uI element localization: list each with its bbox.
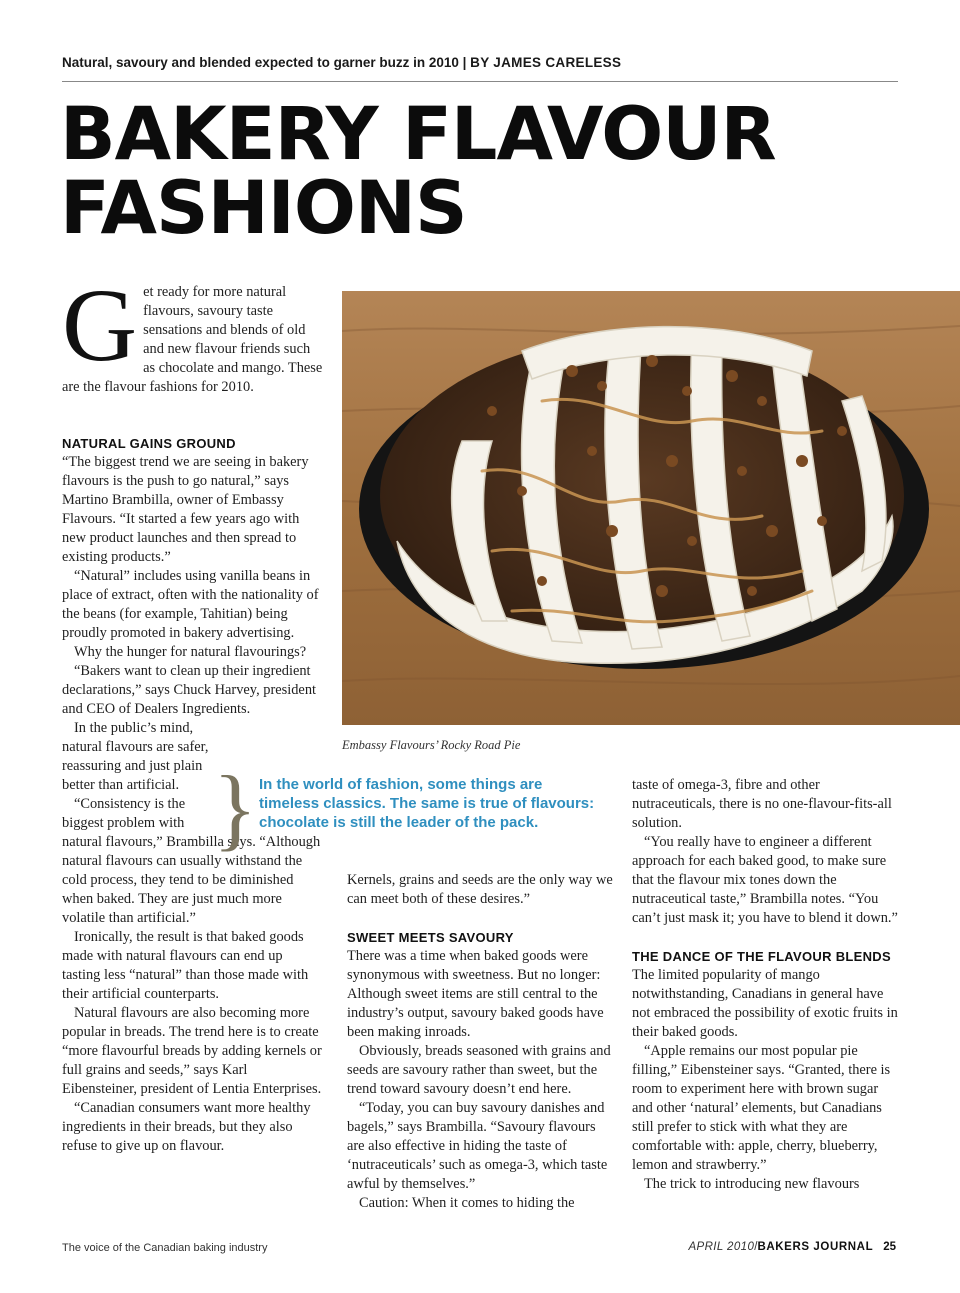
issue-date: APRIL 2010 <box>688 1241 755 1253</box>
subhead-sweet-meets-savoury: SWEET MEETS SAVOURY <box>347 930 514 945</box>
column-2 <box>347 871 615 1213</box>
footer-folio <box>688 1241 896 1253</box>
paragraph: Kernels, grains and seeds are the only way we can meet both of these desires.” <box>347 872 613 907</box>
paragraph: “Consistency is the biggest problem with <box>62 796 186 831</box>
paragraph: “Bakers want to clean up their ingredient declarations,” says Chuck Harvey, president and CEO of Dealers Ingredients. <box>62 663 317 717</box>
paragraph: In the public’s mind, natural flavours are safer, reassuring and just plain better than artificial. <box>62 720 209 793</box>
pie-illustration <box>342 291 960 725</box>
paragraph: Caution: When it comes to hiding the <box>359 1195 575 1211</box>
rocky-road-pie-photo <box>342 291 960 725</box>
headline-line-2: FASHIONS <box>60 166 467 251</box>
article-headline <box>60 92 940 251</box>
paragraph: “Apple remains our most popular pie filling,” Eibensteiner says. “Granted, there is room to experiment here with brown sugar and other ‘natural’ elements, but Canadians still prefer to stick with what they are comfortable with: apple, cherry, blueberry, lemon and strawberry.” <box>632 1043 891 1173</box>
paragraph: taste of omega-3, fibre and other nutraceuticals, there is no one-flavour-fits-all solution. <box>632 777 892 831</box>
paragraph: The trick to introducing new flavours <box>644 1176 860 1192</box>
footer-tagline: The voice of the Canadian baking industry <box>62 1242 268 1254</box>
byline: BY JAMES CARELESS <box>470 55 622 70</box>
intro-text: et ready for more natural flavours, savoury taste sensations and blends of old and new flavour friends such as chocolate and mango. These are the flavour fashions for 2010. <box>62 284 323 395</box>
paragraph: “Today, you can buy savoury danishes and bagels,” says Brambilla. “Savoury flavours are also effective in hiding the taste of ‘nutraceuticals’ such as omega-3, which taste awful by themselves.” <box>347 1100 608 1192</box>
paragraph: “The biggest trend we are seeing in bakery flavours is the push to go natural,” says Martino Brambilla, owner of Embassy Flavours. “It started a few years ago with new product launches and then spread to existing products.” <box>62 454 309 565</box>
paragraph: “You really have to engineer a different approach for each baked good, to make sure that the flavour mix tones down the nutraceutical taste,” Brambilla notes. “You can’t just mask it; you have to blend it down.” <box>632 834 898 926</box>
drop-cap: G <box>62 268 138 383</box>
column-3 <box>632 776 902 1194</box>
folio-slash: / <box>754 1241 758 1253</box>
pullquote-brace: } <box>213 757 258 859</box>
magazine-name: BAKERS JOURNAL <box>757 1241 874 1253</box>
paragraph: Why the hunger for natural flavourings? <box>74 644 307 660</box>
paragraph: Obviously, breads seasoned with grains and seeds are savoury rather than sweet, but the trend toward savoury doesn’t end here. <box>347 1043 611 1097</box>
photo-caption: Embassy Flavours’ Rocky Road Pie <box>342 738 521 752</box>
intro-paragraph <box>62 268 324 397</box>
paragraph: The limited popularity of mango notwithstanding, Canadians in general have not embraced the possibility of exotic fruits in their baked goods. <box>632 967 898 1040</box>
paragraph: natural flavours,” Brambilla says. “Although natural flavours can usually withstand the cold process, they tend to be diminished when baked. They are just much more volatile than artificial.” <box>62 834 321 926</box>
deck-separator: | <box>458 55 471 70</box>
article-kicker <box>62 55 898 70</box>
paragraph: “Canadian consumers want more healthy ingredients in their breads, but they also refuse to give up on flavour. <box>62 1100 311 1154</box>
paragraph: There was a time when baked goods were synonymous with sweetness. But no longer: Although sweet items are still central to the industry’s output, savoury baked goods have been making inroads. <box>347 948 604 1040</box>
deck-text: Natural, savoury and blended expected to garner buzz in 2010 <box>62 55 459 70</box>
subhead-natural-gains-ground: NATURAL GAINS GROUND <box>62 436 236 451</box>
page-number: 25 <box>883 1241 896 1253</box>
pull-quote: In the world of fashion, some things are timeless classics. The same is true of flavours: chocolate is still the leader of the pack. <box>259 776 595 831</box>
header-rule <box>62 81 898 82</box>
subhead-dance-of-flavour-blends: THE DANCE OF THE FLAVOUR BLENDS <box>632 949 891 964</box>
paragraph: Ironically, the result is that baked goods made with natural flavours can end up tasting less “natural” than those made with their artificial counterparts. <box>62 929 309 1002</box>
paragraph: “Natural” includes using vanilla beans in place of extract, often with the nationality of the beans (for example, Tahitian) being proudly promoted in bakery advertising. <box>62 568 319 641</box>
headline-line-1: BAKERY FLAVOUR <box>60 92 776 177</box>
paragraph: Natural flavours are also becoming more popular in breads. The trend here is to create “more flavourful breads by adding kernels or full grains and seeds,” says Karl Eibensteiner, president of Lentia Enterprises. <box>62 1005 322 1097</box>
